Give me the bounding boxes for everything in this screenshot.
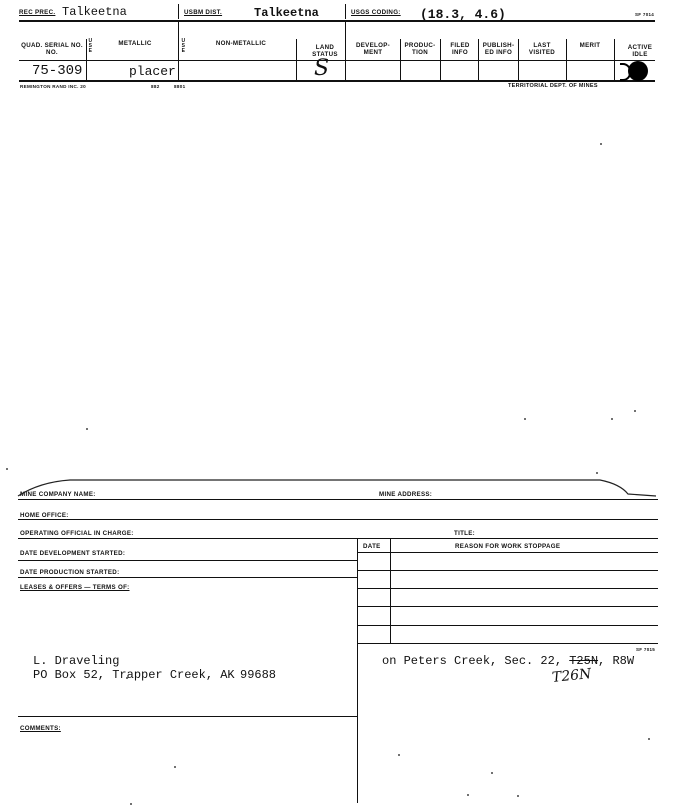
date-header: DATE xyxy=(363,543,381,550)
header-land-status: LAND STATUS xyxy=(312,44,338,58)
leases-label: LEASES & OFFERS — TERMS OF: xyxy=(20,584,130,591)
quad-serial-value: 75-309 xyxy=(32,63,83,79)
title-label: TITLE: xyxy=(454,530,476,537)
prod-started-label: DATE PRODUCTION STARTED: xyxy=(20,569,120,576)
mine-address-label: MINE ADDRESS: xyxy=(379,491,433,498)
township-struck: T25N xyxy=(569,654,599,668)
header-use-2: U S E xyxy=(181,38,186,54)
land-status-value: S xyxy=(314,56,330,81)
owner-zip: 99688 xyxy=(240,668,277,682)
usbm-dist-value: Talkeetna xyxy=(254,6,319,20)
header-development: DEVELOP-MENT xyxy=(355,42,391,56)
usbm-dist-label: USBM DIST. xyxy=(184,9,223,16)
footer-left: REMINGTON RAND INC. 20 xyxy=(20,84,86,89)
footer-num1: 882 xyxy=(151,84,160,89)
rec-prec-value: Talkeetna xyxy=(62,5,127,19)
mine-company-label: MINE COMPANY NAME: xyxy=(20,491,96,498)
header-active-idle: ACTIVE IDLE xyxy=(627,44,653,58)
dev-started-label: DATE DEVELOPMENT STARTED: xyxy=(20,550,126,557)
active-bracket-icon xyxy=(620,63,631,81)
card-top-edge xyxy=(0,470,678,500)
township-handwritten: T26N xyxy=(551,665,593,687)
usgs-coding-label: USGS CODING: xyxy=(351,9,401,16)
home-office-label: HOME OFFICE: xyxy=(20,512,69,519)
range-text: , R8W xyxy=(598,654,635,668)
header-published-info: PUBLISH-ED INFO xyxy=(482,42,515,56)
rec-prec-label: REC PREC. xyxy=(19,9,56,16)
header-last-visited: LAST VISITED xyxy=(528,42,556,56)
form-number-bottom: SF 7015 xyxy=(636,647,656,652)
comments-label: COMMENTS: xyxy=(20,725,61,732)
location-line xyxy=(382,654,634,668)
owner-address: PO Box 52, Trapper Creek, AK xyxy=(33,668,235,682)
reason-header: REASON FOR WORK STOPPAGE xyxy=(455,543,561,550)
header-filed-info: FILED INFO xyxy=(450,42,470,56)
operating-official-label: OPERATING OFFICIAL IN CHARGE: xyxy=(20,530,134,537)
owner-name: L. Draveling xyxy=(33,654,120,668)
active-dot-icon xyxy=(628,61,648,81)
header-merit: MERIT xyxy=(579,42,601,49)
header-metallic: METALLIC xyxy=(118,40,152,47)
header-use: U S E xyxy=(88,38,93,54)
metallic-value: placer xyxy=(129,64,176,79)
footer-right: TERRITORIAL DEPT. OF MINES xyxy=(508,83,598,89)
header-production: PRODUC-TION xyxy=(404,42,436,56)
form-number-top: SF 7014 xyxy=(635,12,655,17)
footer-num2: 8801 xyxy=(174,84,186,89)
usgs-coding-value: (18.3, 4.6) xyxy=(420,7,506,22)
header-non-metallic: NON-METALLIC xyxy=(215,40,267,47)
location-text: on Peters Creek, Sec. 22, xyxy=(382,654,563,668)
header-quad-serial: QUAD. SERIAL NO. NO. xyxy=(21,42,83,56)
